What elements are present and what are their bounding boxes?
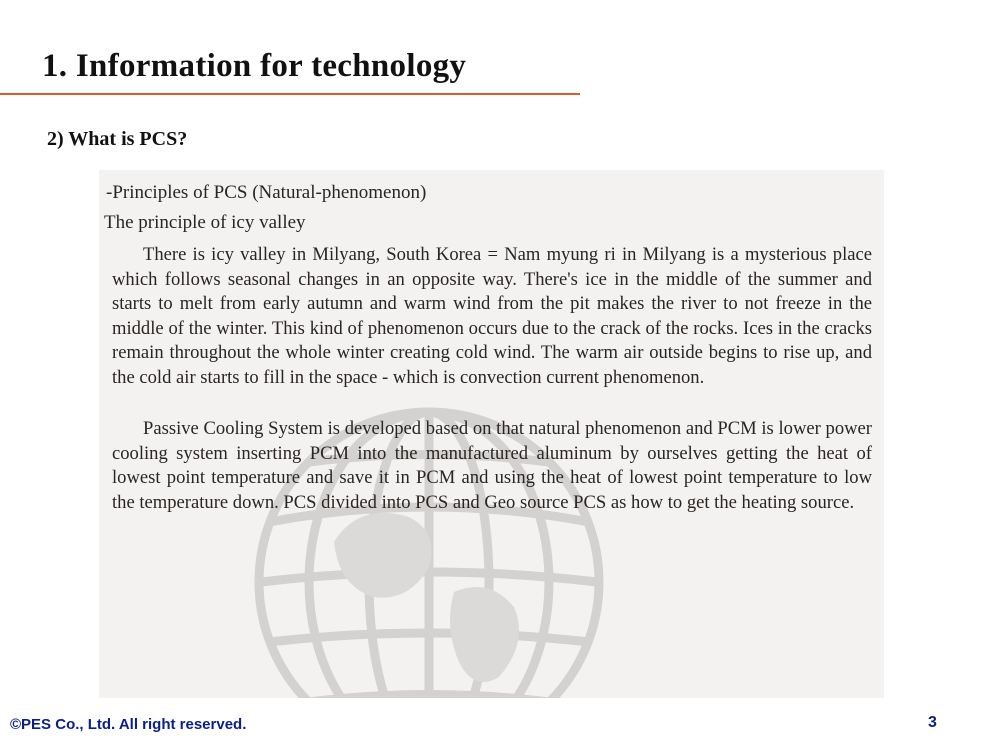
section-heading: 2) What is PCS?: [47, 128, 188, 150]
principles-heading: -Principles of PCS (Natural-phenomenon): [106, 182, 427, 203]
pcs-paragraph: Passive Cooling System is developed based on that natural phenomenon and PCM is lower power cooling system inserting PCM into the manufactured aluminum by ourselves getting the heat of lowest point temperature and save it in PCM and using the heat of lowest point temperature to low the temperature down. PCS divided into PCS and Geo source PCS as how to get the heating source.: [112, 418, 872, 513]
slide-title: 1. Information for technology: [42, 48, 467, 84]
footer-copyright: ©PES Co., Ltd. All right reserved.: [10, 716, 247, 733]
icy-valley-heading: The principle of icy valley: [104, 212, 306, 233]
scanned-text-image: [99, 170, 884, 698]
title-underline: [0, 93, 580, 95]
icy-valley-paragraph: There is icy valley in Milyang, South Korea = Nam myung ri in Milyang is a mysterious place which follows seasonal changes in an opposite way. There's ice in the middle of the summer and starts to melt from early autumn and warm wind from the pit makes the river to not freeze in the middle of the winter. This kind of phenomenon occurs due to the crack of the rocks. Ices in the cracks remain throughout the whole winter creating cold wind. The warm air outside begins to rise up, and the cold air starts to fill in the space - which is convection current phenomenon.: [112, 244, 872, 388]
page-number: 3: [928, 714, 937, 731]
